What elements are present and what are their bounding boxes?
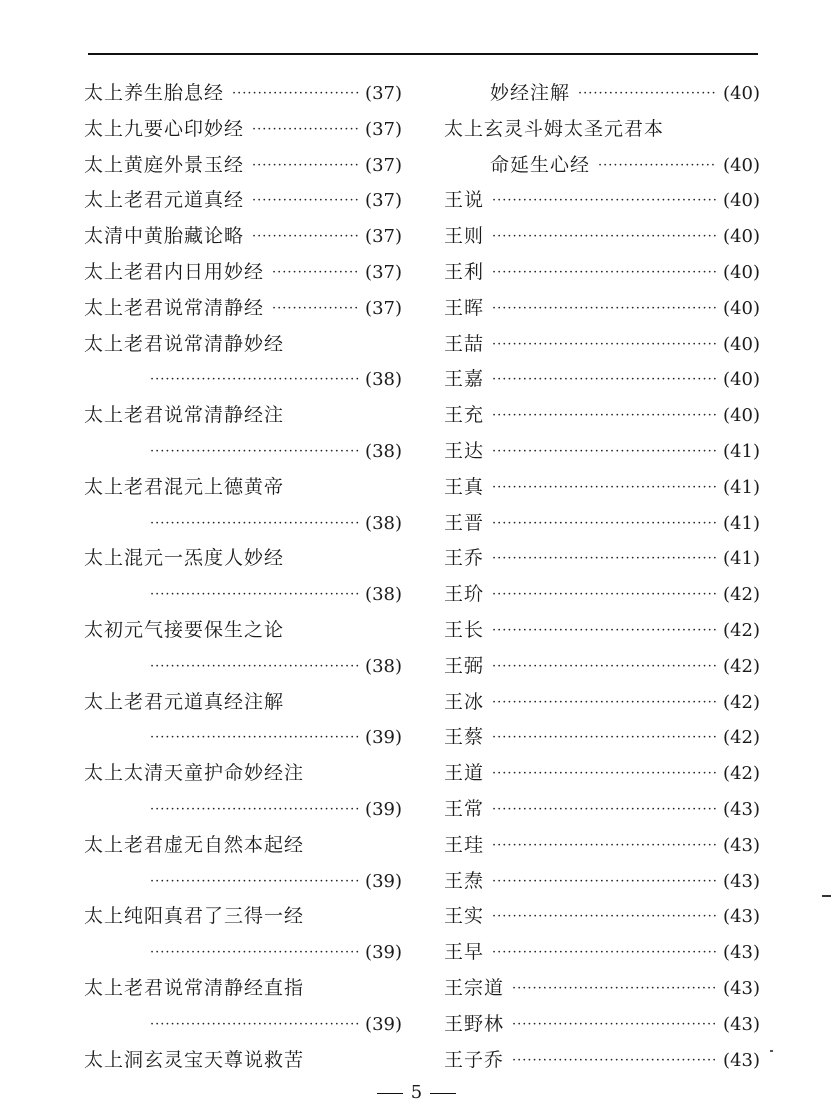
- dot-leader: [492, 434, 717, 470]
- toc-entry-title: 太上老君说常清静经直指: [84, 976, 305, 999]
- toc-entry-title: 妙经注解: [490, 82, 571, 104]
- dot-leader: [150, 864, 359, 900]
- toc-entry-title: 太上老君说常清静妙经: [84, 332, 285, 355]
- dot-leader: [492, 720, 717, 756]
- toc-entry-page: (43): [723, 906, 760, 928]
- toc-entry-title: 王达: [444, 439, 485, 462]
- toc-entry: [444, 971, 760, 1007]
- margin-mark: [822, 895, 831, 897]
- dot-leader: [150, 362, 359, 398]
- toc-entry-title: 王充: [444, 404, 485, 427]
- toc-entry-title: 王实: [444, 905, 485, 928]
- dot-leader: [150, 649, 359, 685]
- toc-entry-page: (43): [723, 1013, 760, 1035]
- toc-entry: [444, 112, 760, 148]
- dot-leader: [232, 76, 359, 112]
- toc-entry-page: (40): [723, 261, 760, 283]
- dot-leader: [492, 183, 717, 219]
- toc-entry-title: 王喆: [444, 332, 485, 355]
- top-rule: [88, 53, 758, 55]
- toc-entry-page: (38): [365, 584, 402, 606]
- dot-leader: [492, 219, 717, 255]
- toc-entry-title: 太清中黄胎藏论略: [84, 225, 245, 248]
- toc-entry: [444, 470, 760, 506]
- toc-entry: [84, 398, 402, 434]
- toc-entry: [84, 434, 402, 470]
- toc-entry-title: 王晋: [444, 511, 485, 534]
- toc-entry-title: 王乔: [444, 547, 485, 570]
- toc-entry-title: 王子乔: [444, 1048, 505, 1071]
- toc-entry: [444, 649, 760, 685]
- dot-leader: [150, 434, 359, 470]
- toc-left-column: [84, 76, 402, 1078]
- toc-entry-page: (40): [723, 83, 760, 104]
- toc-entry: [444, 183, 760, 219]
- toc-entry: [84, 613, 402, 649]
- toc-entry: [444, 899, 760, 935]
- toc-entry-page: (40): [723, 226, 760, 248]
- dot-leader: [492, 255, 717, 291]
- toc-entry-title: 王冰: [444, 690, 485, 713]
- toc-entry: [84, 935, 402, 971]
- toc-entry-title: 王早: [444, 941, 485, 964]
- toc-entry: [84, 649, 402, 685]
- dot-leader: [150, 935, 359, 971]
- dot-leader: [492, 327, 717, 363]
- toc-entry: [444, 864, 760, 900]
- toc-entry: [84, 76, 402, 112]
- toc-entry-title: 太上玄灵斗姆太圣元君本: [444, 117, 665, 140]
- toc-entry-page: (42): [723, 763, 760, 785]
- toc-entry: [444, 935, 760, 971]
- toc-entry-title: 太初元气接要保生之论: [84, 618, 285, 641]
- toc-entry-page: (43): [723, 942, 760, 964]
- toc-entry-page: (38): [365, 655, 402, 677]
- toc-entry-title: 太上养生胎息经: [84, 82, 225, 104]
- dot-leader: [492, 649, 717, 685]
- toc-entry-title: 王常: [444, 797, 485, 820]
- toc-entry-title: 王珪: [444, 833, 485, 856]
- toc-entry-title: 太上老君说常清静经注: [84, 404, 285, 427]
- dot-leader: [492, 541, 717, 577]
- toc-entry: [444, 219, 760, 255]
- dot-leader: [492, 792, 717, 828]
- toc-entry: [444, 828, 760, 864]
- toc-entry-title: 太上老君内日用妙经: [84, 260, 265, 283]
- dot-leader: [252, 183, 359, 219]
- toc-entry-page: (38): [365, 440, 402, 462]
- toc-entry-page: (39): [365, 942, 402, 964]
- toc-entry: [84, 219, 402, 255]
- toc-entry-page: (43): [723, 870, 760, 892]
- dot-leader: [512, 971, 717, 1007]
- toc-entry-page: (38): [365, 369, 402, 391]
- toc-entry: [444, 148, 760, 184]
- dot-leader: [492, 291, 717, 327]
- folio-dash-left: [377, 1093, 403, 1094]
- toc-entry-page: (43): [723, 977, 760, 999]
- toc-entry-title: 王焘: [444, 869, 485, 892]
- toc-entry-title: 王长: [444, 618, 485, 641]
- toc-entry: [444, 1043, 760, 1079]
- toc-entry: [444, 76, 760, 112]
- toc-entry: [84, 577, 402, 613]
- toc-entry: [444, 792, 760, 828]
- toc-entry-page: (41): [723, 476, 760, 498]
- dot-leader: [252, 148, 359, 184]
- toc-entry-title: 王晖: [444, 296, 485, 319]
- dot-leader: [492, 756, 717, 792]
- toc-entry-page: (42): [723, 584, 760, 606]
- scan-speck: [770, 1050, 773, 1052]
- toc-entry: [444, 362, 760, 398]
- dot-leader: [492, 935, 717, 971]
- toc-entry: [84, 899, 402, 935]
- toc-entry: [84, 971, 402, 1007]
- toc-entry-page: (39): [365, 1013, 402, 1035]
- toc-entry: [444, 613, 760, 649]
- dot-leader: [252, 112, 359, 148]
- toc-entry-title: 太上洞玄灵宝天尊说救苦: [84, 1048, 305, 1071]
- toc-entry-page: (41): [723, 440, 760, 462]
- toc-entry-page: (37): [365, 226, 402, 248]
- toc-entry: [444, 398, 760, 434]
- toc-entry-title: 王玠: [444, 583, 485, 606]
- toc-entry: [84, 1043, 402, 1079]
- toc-entry-page: (41): [723, 512, 760, 534]
- dot-leader: [492, 685, 717, 721]
- toc-entry-title: 太上老君混元上德黄帝: [84, 475, 285, 498]
- toc-entry: [84, 541, 402, 577]
- toc-entry: [444, 291, 760, 327]
- toc-entry-page: (42): [723, 691, 760, 713]
- dot-leader: [150, 506, 359, 542]
- toc-entry-title: 命延生心经: [490, 153, 591, 176]
- toc-entry-page: (42): [723, 727, 760, 749]
- toc-entry-title: 太上老君元道真经注解: [84, 690, 285, 713]
- toc-entry: [84, 255, 402, 291]
- toc-entry: [84, 792, 402, 828]
- toc-entry-page: (38): [365, 512, 402, 534]
- dot-leader: [272, 291, 359, 327]
- toc-entry: [444, 756, 760, 792]
- toc-entry-title: 太上老君虚无自然本起经: [84, 833, 305, 856]
- toc-entry-title: 太上九要心印妙经: [84, 117, 245, 140]
- toc-entry: [444, 327, 760, 363]
- toc-entry-page: (39): [365, 870, 402, 892]
- dot-leader: [492, 577, 717, 613]
- toc-entry-page: (37): [365, 190, 402, 212]
- toc-entry-title: 王宗道: [444, 976, 505, 999]
- toc-entry-page: (37): [365, 297, 402, 319]
- toc-entry-page: (40): [723, 190, 760, 212]
- toc-entry: [84, 183, 402, 219]
- toc-entry: [84, 327, 402, 363]
- toc-entry: [84, 720, 402, 756]
- toc-entry: [84, 864, 402, 900]
- toc-entry-page: (37): [365, 154, 402, 176]
- dot-leader: [492, 613, 717, 649]
- toc-entry: [84, 148, 402, 184]
- toc-entry-page: (40): [723, 369, 760, 391]
- toc-entry-title: 王则: [444, 225, 485, 248]
- toc-entry-page: (43): [723, 798, 760, 820]
- toc-entry-page: (42): [723, 655, 760, 677]
- toc-entry-page: (43): [723, 1049, 760, 1071]
- dot-leader: [492, 864, 717, 900]
- dot-leader: [150, 792, 359, 828]
- dot-leader: [150, 577, 359, 613]
- toc-entry-title: 太上纯阳真君了三得一经: [84, 905, 305, 928]
- toc-entry-title: 王弼: [444, 654, 485, 677]
- dot-leader: [492, 506, 717, 542]
- dot-leader: [272, 255, 359, 291]
- toc-entry-title: 王说: [444, 189, 485, 212]
- toc-entry: [444, 1007, 760, 1043]
- dot-leader: [492, 828, 717, 864]
- dot-leader: [578, 76, 717, 112]
- toc-entry-page: (40): [723, 154, 760, 176]
- toc-entry-title: 太上黄庭外景玉经: [84, 153, 245, 176]
- folio-dash-right: [430, 1093, 456, 1094]
- toc-entry-title: 王嘉: [444, 368, 485, 391]
- page-number: 5: [410, 1082, 423, 1103]
- toc-entry-title: 王真: [444, 475, 485, 498]
- dot-leader: [150, 720, 359, 756]
- toc-entry-page: (41): [723, 548, 760, 570]
- toc-entry-page: (40): [723, 333, 760, 355]
- dot-leader: [492, 362, 717, 398]
- toc-entry-title: 太上老君元道真经: [84, 189, 245, 212]
- dot-leader: [492, 899, 717, 935]
- dot-leader: [512, 1043, 717, 1079]
- toc-entry-title: 王利: [444, 260, 485, 283]
- toc-entry-page: (42): [723, 619, 760, 641]
- toc-entry-title: 太上太清天童护命妙经注: [84, 762, 305, 785]
- toc-entry: [444, 720, 760, 756]
- toc-entry: [444, 541, 760, 577]
- toc-entry: [444, 255, 760, 291]
- toc-entry-title: 太上老君说常清静经: [84, 296, 265, 319]
- dot-leader: [512, 1007, 717, 1043]
- dot-leader: [492, 398, 717, 434]
- toc-entry: [444, 434, 760, 470]
- toc-entry-title: 太上混元一炁度人妙经: [84, 547, 285, 570]
- toc-entry: [84, 1007, 402, 1043]
- toc-right-column: [444, 76, 760, 1078]
- toc-entry: [84, 756, 402, 792]
- toc-entry: [84, 828, 402, 864]
- dot-leader: [150, 1007, 359, 1043]
- toc-entry: [444, 577, 760, 613]
- toc-entry-title: 王道: [444, 762, 485, 785]
- toc-entry-page: (43): [723, 834, 760, 856]
- toc-entry: [84, 291, 402, 327]
- toc-entry-page: (37): [365, 261, 402, 283]
- toc-entry: [84, 685, 402, 721]
- toc-entry: [444, 506, 760, 542]
- toc-entry-page: (37): [365, 83, 402, 104]
- dot-leader: [598, 148, 717, 184]
- toc-entry-title: 王野林: [444, 1012, 505, 1035]
- toc-entry-page: (37): [365, 118, 402, 140]
- page-folio: [0, 1082, 833, 1103]
- toc-entry-page: (40): [723, 405, 760, 427]
- toc-entry-page: (40): [723, 297, 760, 319]
- toc-entry-title: 王蔡: [444, 726, 485, 749]
- toc-entry-page: (39): [365, 727, 402, 749]
- dot-leader: [252, 219, 359, 255]
- toc-entry: [84, 470, 402, 506]
- toc-entry: [84, 362, 402, 398]
- toc-entry-page: (39): [365, 798, 402, 820]
- toc-entry: [84, 506, 402, 542]
- dot-leader: [492, 470, 717, 506]
- toc-entry: [84, 112, 402, 148]
- toc-entry: [444, 685, 760, 721]
